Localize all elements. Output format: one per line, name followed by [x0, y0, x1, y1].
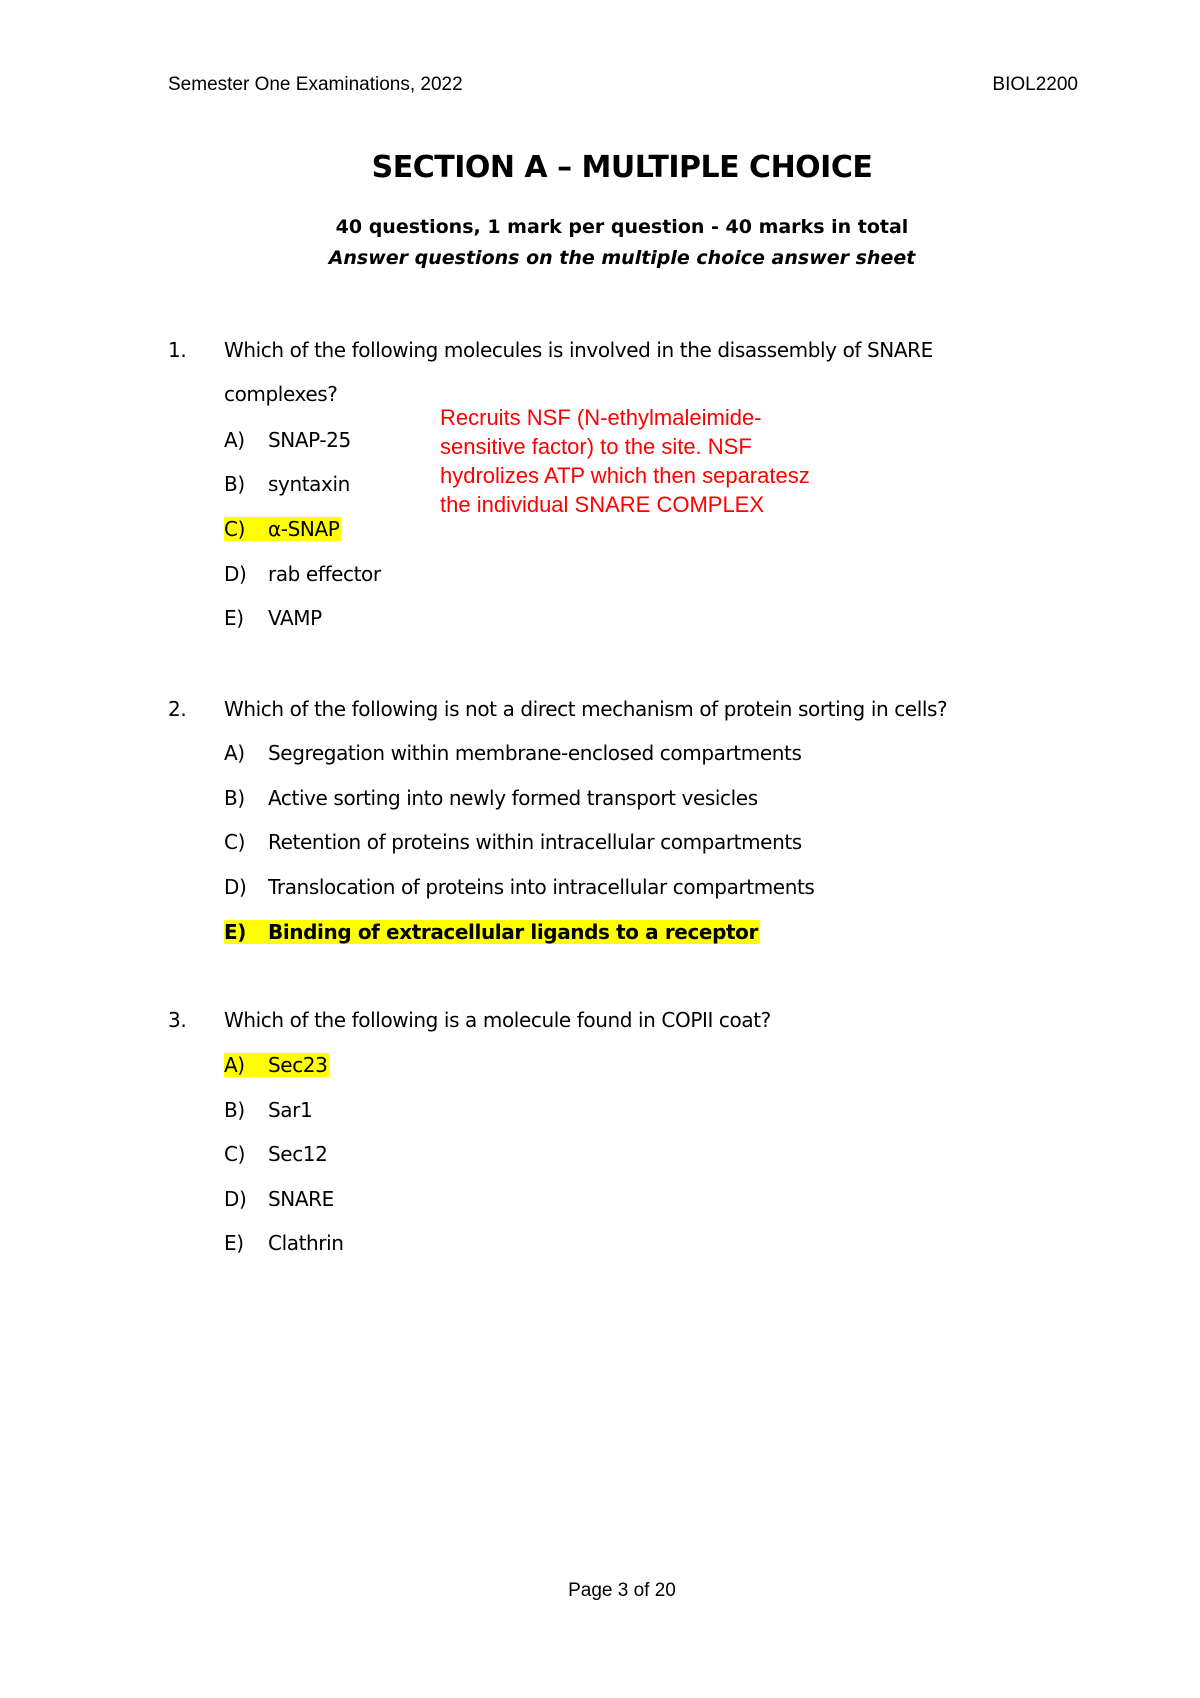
- question-number: 3.: [168, 1008, 187, 1032]
- option-text: VAMP: [268, 606, 322, 630]
- option-letter: B): [224, 1098, 245, 1122]
- option-text: Active sorting into newly formed transport vesicles: [268, 786, 758, 810]
- option-letter: D): [224, 562, 247, 586]
- option-letter: C): [224, 1142, 245, 1166]
- option-letter: C): [224, 830, 245, 854]
- option-b[interactable]: [224, 786, 758, 810]
- option-a[interactable]: [224, 741, 801, 765]
- question-text: Which of the following molecules is involved in the disassembly of SNARE: [224, 338, 933, 362]
- page-header-left: Semester One Examinations, 2022: [168, 74, 463, 95]
- section-subtitle: 40 questions, 1 mark per question - 40 marks in total: [335, 216, 909, 238]
- option-text: Binding of extracellular ligands to a receptor: [268, 920, 758, 944]
- option-a[interactable]: [224, 428, 351, 452]
- option-b[interactable]: [224, 1098, 312, 1122]
- option-a-highlighted[interactable]: [224, 1053, 329, 1077]
- option-text: rab effector: [268, 562, 381, 586]
- option-b[interactable]: [224, 472, 350, 496]
- section-instruction: Answer questions on the multiple choice answer sheet: [328, 247, 916, 269]
- question-text: Which of the following is a molecule found in COPII coat?: [224, 1008, 771, 1032]
- option-letter: A): [224, 428, 245, 452]
- option-letter: D): [224, 875, 247, 899]
- page-number: Page 3 of 20: [568, 1580, 676, 1601]
- option-letter: A): [224, 1053, 245, 1077]
- option-letter: B): [224, 786, 245, 810]
- question-number: 1.: [168, 338, 187, 362]
- option-letter: B): [224, 472, 245, 496]
- question-text-continued: complexes?: [224, 382, 338, 406]
- option-text: Sar1: [268, 1098, 313, 1122]
- option-d[interactable]: [224, 1187, 334, 1211]
- option-text: α-SNAP: [268, 517, 340, 541]
- option-text: Translocation of proteins into intracellular compartments: [268, 875, 815, 899]
- option-text: Sec12: [268, 1142, 328, 1166]
- option-d[interactable]: [224, 875, 814, 899]
- question-number: 2.: [168, 697, 187, 721]
- option-text: Retention of proteins within intracellular compartments: [268, 830, 802, 854]
- option-letter: E): [224, 606, 244, 630]
- option-text: SNAP-25: [268, 428, 351, 452]
- option-text: Segregation within membrane-enclosed compartments: [268, 741, 802, 765]
- option-e[interactable]: [224, 1231, 344, 1255]
- option-c-highlighted[interactable]: [224, 517, 341, 541]
- option-d[interactable]: [224, 562, 381, 586]
- annotation-line: sensitive factor) to the site. NSF: [440, 434, 752, 459]
- option-text: Clathrin: [268, 1231, 344, 1255]
- annotation-line: Recruits NSF (N-ethylmaleimide-: [440, 405, 762, 430]
- option-letter: A): [224, 741, 245, 765]
- annotation-line: the individual SNARE COMPLEX: [440, 492, 765, 517]
- question-text: Which of the following is not a direct mechanism of protein sorting in cells?: [224, 697, 948, 721]
- option-letter: D): [224, 1187, 247, 1211]
- option-text: Sec23: [268, 1053, 328, 1077]
- option-c[interactable]: [224, 830, 802, 854]
- option-e-highlighted[interactable]: [224, 920, 760, 944]
- red-annotation: [440, 403, 900, 519]
- option-letter: C): [224, 517, 245, 541]
- option-letter: E): [224, 1231, 244, 1255]
- page-header-right: BIOL2200: [992, 74, 1078, 95]
- section-title: SECTION A – MULTIPLE CHOICE: [371, 150, 873, 185]
- option-text: syntaxin: [268, 472, 350, 496]
- annotation-line: hydrolizes ATP which then separatesz: [440, 463, 810, 488]
- option-letter: E): [224, 920, 247, 944]
- option-e[interactable]: [224, 606, 322, 630]
- option-text: SNARE: [268, 1187, 334, 1211]
- option-c[interactable]: [224, 1142, 327, 1166]
